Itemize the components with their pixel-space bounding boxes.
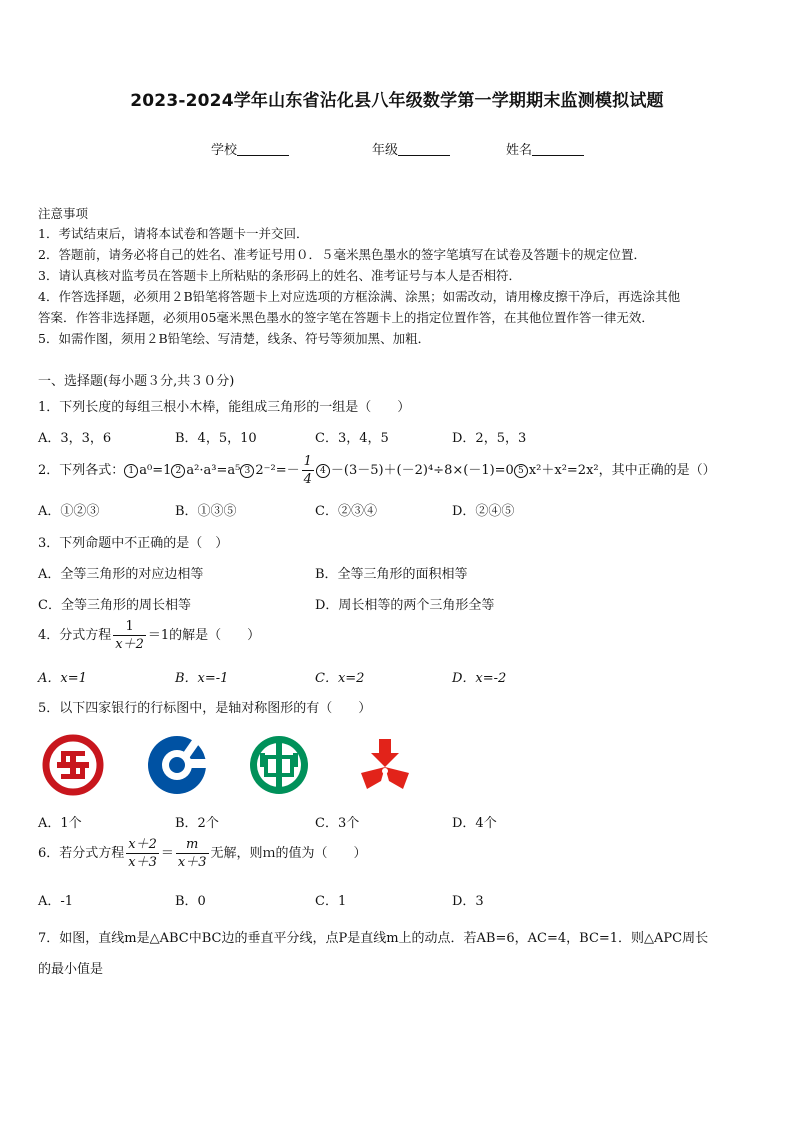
q1-option-c: C．3，4，5 [315,431,389,446]
fraction-denominator: 4 [303,472,312,487]
question-1-stem: 1．下列长度的每组三根小木棒，能组成三角形的一组是（ ） [38,400,411,415]
item-number-4: 4 [316,464,330,478]
question-4-stem [38,620,260,651]
grade-field [372,139,450,158]
expr-5: x²＋x²=2x² [528,463,599,478]
equals-sign: ＝ [160,846,174,861]
fraction-denominator: x＋3 [177,855,207,870]
fraction-q6-right [176,838,209,869]
item-number-1: 1 [124,464,138,478]
notice-heading: 注意事项 [38,206,89,221]
q2-option-c: C．②③④ [315,504,377,519]
boc-logo [353,733,417,797]
q5-option-a: A．1个 [38,816,82,831]
q6-option-d: D．3 [452,894,484,909]
q3-option-c: C．全等三角形的周长相等 [38,598,191,613]
fraction-numerator: 1 [113,620,146,636]
q4-suffix: ＝1的解是（ ） [147,628,261,643]
q1-option-d: D．2，5，3 [452,431,527,446]
school-field [211,139,289,158]
q3-option-a: A．全等三角形的对应边相等 [38,567,204,582]
q6-option-a: A．-1 [38,894,74,909]
q2-option-b: B．①③⑤ [175,504,237,519]
school-label: 学校 [211,143,238,158]
abc-logo [247,733,311,797]
q6-option-c: C．1 [315,894,347,909]
item-number-2: 2 [171,464,185,478]
item-number-3: 3 [240,464,254,478]
q4-option-b: B．x=-1 [175,671,229,686]
expr-2: a²·a³=a⁵ [186,463,241,478]
icbc-logo [41,733,105,797]
q2-prefix: 2．下列各式： [38,463,125,478]
question-6-stem [38,838,367,869]
q4-prefix: 4．分式方程 [38,628,112,643]
expr-3: 2⁻²=－ [255,463,300,478]
notice-item: 答案．作答非选择题，必须用05毫米黑色墨水的签字笔在答题卡上的指定位置作答，在其他位置作答一律无效． [38,310,654,325]
q6-option-b: B．0 [175,894,206,909]
notice-item: 2．答题前，请务必将自己的姓名、准考证号用０．５毫米黑色墨水的签字笔填写在试卷及答题卡的规定位置． [38,247,646,262]
grade-label: 年级 [372,143,399,158]
question-3-stem: 3．下列命题中不正确的是（ ） [38,536,229,551]
fraction-numerator: m [176,838,209,854]
name-blank [532,143,584,156]
notice-item: 3．请认真核对监考员在答题卡上所粘贴的条形码上的姓名、准考证号与本人是否相符． [38,268,521,283]
q5-option-c: C．3个 [315,816,360,831]
section-heading: 一、选择题(每小题３分,共３０分) [38,374,235,389]
fraction-q6-left [126,838,159,869]
q5-option-b: B．2个 [175,816,219,831]
page-title: 2023-2024学年山东省沾化县八年级数学第一学期期末监测模拟试题 [130,91,664,111]
q2-suffix: ，其中正确的是（） [598,463,716,478]
name-field [506,139,584,158]
q2-option-a: A．①②③ [38,504,100,519]
question-7-line-2: 的最小值是 [38,962,104,977]
question-2-stem [38,455,716,486]
q1-option-a: A．3，3，6 [38,431,112,446]
fraction-numerator: x＋2 [128,837,157,852]
expr-4: －(3－5)＋(－2)⁴÷8×(－1)=0 [330,463,514,478]
grade-blank [398,143,450,156]
fraction-q4 [113,620,146,651]
school-blank [237,143,289,156]
notice-item: 4．作答选择题，必须用２B铅笔将答题卡上对应选项的方框涂满、涂黑；如需改动，请用橡皮擦干净后，再选涂其他 [38,289,681,304]
expr-1: a⁰=1 [139,463,172,478]
q3-option-d: D．周长相等的两个三角形全等 [315,598,495,613]
q6-prefix: 6．若分式方程 [38,846,125,861]
notice-item: 1．考试结束后，请将本试卷和答题卡一并交回． [38,226,309,241]
q2-option-d: D．②④⑤ [452,504,515,519]
q3-option-b: B．全等三角形的面积相等 [315,567,468,582]
fraction-denominator: x＋3 [128,855,157,870]
q6-suffix: 无解，则ｍ的值为（ ） [210,846,367,861]
q5-option-d: D．4个 [452,816,497,831]
ccb-logo [145,733,209,797]
fraction-one-quarter [302,455,314,486]
q4-option-d: D．x=-2 [452,671,507,686]
q1-option-b: B．4，5，10 [175,431,257,446]
question-7-line-1: 7．如图，直线m是△ABC中BC边的垂直平分线，点P是直线m上的动点．若AB=6，AC=4，BC=1．则△APC周长 [38,931,709,946]
q4-option-c: C．x=2 [315,671,365,686]
fraction-denominator: x＋2 [115,637,144,652]
notice-item: 5．如需作图，须用２B铅笔绘、写清楚，线条、符号等须加黑、加粗． [38,331,431,346]
fraction-numerator: 1 [303,454,312,469]
q4-option-a: A．x=1 [38,671,87,686]
question-5-stem: 5．以下四家银行的行标图中，是轴对称图形的有（ ） [38,701,372,716]
name-label: 姓名 [506,143,533,158]
item-number-5: 5 [514,464,528,478]
